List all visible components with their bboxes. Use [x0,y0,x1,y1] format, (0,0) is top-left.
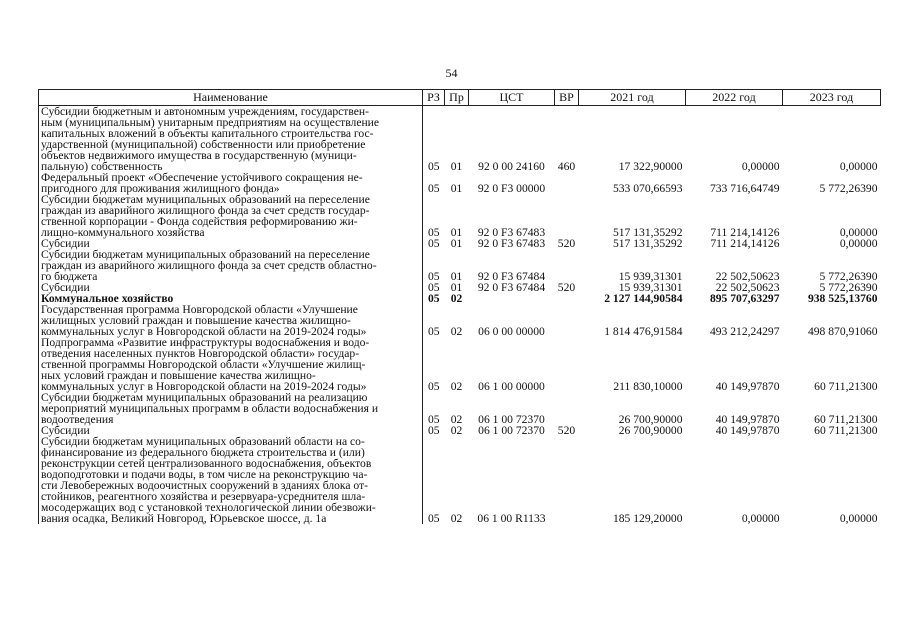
row-2023: 5 772,26390 [819,182,878,195]
row-name-line: жилищных условий граждан и повышение качества жилищно- [41,314,351,327]
page-number: 54 [445,66,458,80]
row-2022: 895 707,63297 [709,292,780,305]
header-cst: ЦСТ [469,90,555,106]
table-row [39,249,881,282]
table-row [39,304,881,337]
row-vr: 520 [557,281,576,294]
table-header-row [39,90,881,106]
row-vr [555,249,579,282]
row-name-line: капитальных вложений в объекты капитального строительства гос- [41,127,374,140]
row-pr: 02 [450,424,463,437]
row-rz: 05 [427,380,440,393]
header-pr: Пр [445,90,469,106]
row-name-line: Коммунальное хозяйство [41,292,174,305]
row-name-line: Подпрограмма «Развитие инфраструктуры водоснабжения и водо- [41,336,370,349]
row-vr: 460 [557,160,576,173]
row-2023: 60 711,21300 [814,413,878,426]
row-rz: 05 [427,226,440,239]
row-cst: 92 0 F3 00000 [477,182,546,195]
row-name-line: водоподготовки и подачи воды, в том числе на реконструкцию ча- [41,468,368,481]
row-name-line: Государственная программа Новгородской области «Улучшение [41,303,358,316]
row-2022: 40 149,97870 [715,380,780,393]
header-2023: 2023 год [783,90,881,106]
row-name-line: Субсидии бюджетным и автономным учреждениям, государствен- [41,105,369,118]
row-name-line: объектов недвижимого имущества в государственную (муници- [41,149,357,162]
row-pr: 01 [450,270,463,283]
row-rz: 05 [427,292,440,305]
row-name-line: пригодного для проживания жилищного фонда» [41,182,280,195]
header-2021: 2021 год [579,90,686,106]
row-2021: 26 700,90000 [618,413,683,426]
row-name-line: граждан из аварийного жилищного фонда за счет средств областно- [41,259,377,272]
row-name-line: финансирование из федерального бюджета строительства и (или) [41,446,365,459]
row-name-line: Субсидии бюджетам муниципальных образований на переселение [41,248,370,261]
row-name-line: Субсидии бюджетам муниципальных образований на реализацию [41,391,368,404]
row-rz: 05 [427,424,440,437]
row-2022: 40 149,97870 [715,424,780,437]
row-vr [555,436,579,524]
row-2022: 0,00000 [741,160,780,173]
row-2021: 185 129,20000 [612,512,683,525]
row-name-line: коммунальных услуг в Новгородской области на 2019-2024 годы» [41,325,367,338]
row-name [39,172,423,194]
row-2022: 0,00000 [741,512,780,525]
row-name-line: лищно-коммунального хозяйства [41,226,205,239]
row-name-line: водоотведения [41,413,114,426]
row-name-line: пальную) собственность [41,160,163,173]
row-vr: 520 [557,237,576,250]
row-rz: 05 [427,325,440,338]
row-vr [555,194,579,238]
row-rz: 05 [427,270,440,283]
row-2021: 15 939,31301 [618,270,683,283]
row-name [39,392,423,425]
row-vr: 520 [557,424,576,437]
budget-table [38,89,881,524]
row-name-line: ственной программы Новгородской области «Улучшение жилищ- [41,358,366,371]
row-name-line: Субсидии бюджетам муниципальных образований области на со- [41,435,365,448]
header-vr: ВР [555,90,579,106]
row-name-line: Субсидии [41,424,90,437]
row-2023: 498 870,91060 [807,325,878,338]
row-name-line: мосодержащих вод с установкой технологической линии обезвожи- [41,501,376,514]
header-2022: 2022 год [686,90,783,106]
row-name-line: ударственной (муниципальной) собственности или приобретение [41,138,366,151]
row-name [39,194,423,238]
row-vr [555,293,579,304]
row-name-line: го бюджета [41,270,98,283]
table-row [39,106,881,173]
row-vr [555,392,579,425]
row-name-line: вания осадка, Великий Новгород, Юрьевское шоссе, д. 1а [41,512,327,525]
row-2023: 60 711,21300 [814,380,878,393]
header-name: Наименование [39,90,423,106]
row-2023: 0,00000 [839,237,878,250]
row-rz: 05 [427,160,440,173]
row-2023: 5 772,26390 [819,281,878,294]
row-cst: 92 0 F3 67484 [477,281,546,294]
row-name-line: Федеральный проект «Обеспечение устойчивого сокращения не- [41,171,363,184]
row-2023: 0,00000 [839,226,878,239]
row-name-line: сти Левобережных водоочистных сооружений в зданиях блока от- [41,479,368,492]
row-pr: 02 [450,380,463,393]
row-2022: 711 214,14126 [710,237,780,250]
row-2023: 5 772,26390 [819,270,878,283]
table-row [39,337,881,392]
row-2022: 22 502,50623 [715,281,780,294]
row-2021: 15 939,31301 [618,281,683,294]
row-2023: 0,00000 [839,160,878,173]
row-2022: 493 212,24297 [709,325,780,338]
row-rz: 05 [427,512,440,525]
row-name-line: коммунальных услуг в Новгородской области на 2019-2024 годы» [41,380,367,393]
row-2021: 533 070,66593 [612,182,683,195]
row-cst: 06 1 00 00000 [478,380,545,393]
row-pr: 01 [450,237,463,250]
row-2022: 733 716,64749 [709,182,780,195]
row-2023: 0,00000 [839,512,878,525]
row-name [39,304,423,337]
row-pr: 02 [450,292,463,305]
row-pr: 01 [450,160,463,173]
row-cst: 92 0 F3 67483 [477,226,546,239]
row-cst [469,293,555,304]
row-2022: 40 149,97870 [715,413,780,426]
row-2021: 17 322,90000 [618,160,683,173]
row-name-line: стойников, реагентного хозяйства и резервуара-усреднителя шла- [41,490,366,503]
row-rz: 05 [427,281,440,294]
row-cst: 06 1 00 72370 [478,413,545,426]
row-name-line: граждан из аварийного жилищного фонда за счет средств государ- [41,204,370,217]
row-name-line: ных условий граждан и повышение качества жилищно- [41,369,316,382]
row-vr [555,337,579,392]
table-row [39,172,881,194]
row-name-line: Субсидии бюджетам муниципальных образований на переселение [41,193,370,206]
row-pr: 02 [450,325,463,338]
row-rz: 05 [427,182,440,195]
row-pr: 01 [450,281,463,294]
table-row [39,436,881,524]
row-name-line: ным (муниципальным) унитарным предприятиям на осуществление [41,116,380,129]
row-name-line: реконструкции сетей централизованного водоснабжения, объектов [41,457,372,470]
row-2021: 211 830,10000 [613,380,683,393]
row-pr: 02 [450,512,463,525]
row-name-line: Субсидии [41,281,90,294]
row-pr: 02 [450,413,463,426]
row-2021: 517 131,35292 [612,226,683,239]
row-name [39,249,423,282]
row-pr: 01 [450,182,463,195]
row-rz: 05 [427,413,440,426]
row-2022: 711 214,14126 [710,226,780,239]
row-name [39,436,423,524]
row-cst: 06 1 00 R1133 [477,512,546,525]
table-row [39,194,881,238]
row-2021: 517 131,35292 [612,237,683,250]
table-body [39,106,881,525]
row-name-line: ственной корпорации - Фонда содействия реформированию жи- [41,215,358,228]
row-2023: 60 711,21300 [814,424,878,437]
row-name-line: отведения населенных пунктов Новгородской области» государ- [41,347,360,360]
row-rz: 05 [427,237,440,250]
row-cst: 92 0 00 24160 [478,160,545,173]
row-2022: 22 502,50623 [715,270,780,283]
row-pr: 01 [450,226,463,239]
row-cst: 06 1 00 72370 [478,424,545,437]
row-vr [555,172,579,194]
row-2021: 2 127 144,90584 [604,292,683,305]
row-2021: 1 814 476,91584 [604,325,683,338]
row-name [39,106,423,173]
row-vr [555,304,579,337]
table-row [39,392,881,425]
row-name-line: мероприятий муниципальных программ в области водоснабжения и [41,402,379,415]
row-name [39,337,423,392]
row-cst: 92 0 F3 67483 [477,237,546,250]
row-cst: 92 0 F3 67484 [477,270,546,283]
row-2021: 26 700,90000 [618,424,683,437]
header-rz: РЗ [423,90,445,106]
row-cst: 06 0 00 00000 [478,325,545,338]
row-2023: 938 525,13760 [807,292,878,305]
row-name-line: Субсидии [41,237,90,250]
